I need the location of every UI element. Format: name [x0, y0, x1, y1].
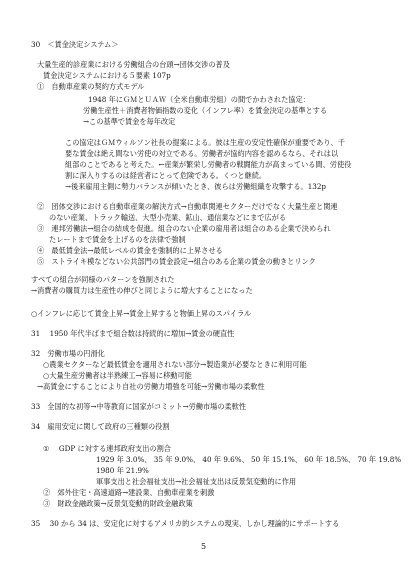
text-line: 1929 年 3.0%、 35 年 9.0%、 40 年 9.6%、 50 年 15.1%、 60 年 18.5%、 70 年 19.8%	[96, 455, 402, 464]
text-line: 割に深入りするのは経営者にとって危険である。くつと継続。	[65, 171, 267, 180]
text-line: 1948 年にＧＭとＵＡＷ（全米自動車労組）の間でかわされた協定：	[88, 95, 310, 104]
text-line: すべての組合が同様のパターンを強制された	[31, 275, 175, 284]
text-line: 1980 年 21.9%	[96, 466, 149, 475]
text-line: →消費者の購買力は生産性の伸びと同じように増大することになった	[31, 286, 253, 295]
section-35-heading: 35 30 から 34 は、安定化に対するアメリカ的システムの現実、しかし理論的にサポートする	[31, 519, 340, 528]
text-line: 組部のことであると考えた。←産業が繁栄し労働者の戦闘能力が高まっている間、労使役	[65, 160, 352, 169]
text-line: 要な賃金は絶え間ない労使の対立である。労働者が協約内容を認めるなら、それは以	[65, 149, 339, 158]
section-33-heading: 33 全国的な初等→中等教育に国家がコミット→労働市場の柔軟性	[31, 402, 247, 411]
section-31-heading: 31 1950 年代半ばまで組合数は持続的に増加→賃金の硬直性	[31, 329, 235, 338]
text-line: たレートまで賃金を上げるのを法律で強制	[49, 235, 186, 244]
list-item-5: ⑤ ストライキ模などない公共部門の賃金設定→組合のある企業の賃金の動きとリンク	[37, 257, 316, 266]
list-item-1: ① GDP に対する連邦政府支出の割合	[43, 444, 171, 453]
list-item-1: ① 自動車産業の契約方式モデル	[37, 82, 145, 91]
text-line: 賃金決定システムにおける５要素 107p	[43, 71, 171, 80]
text-line: 労働生産性＋消費者物価指数の変化（インフレ率）を賃金決定の基準とする	[83, 106, 328, 115]
section-30-heading: 30 ＜賃金決定システム＞	[31, 40, 119, 49]
text-line: ○農業セクターなど最低賃金を適用されない部分→製造業が必要なときに利用可能	[43, 360, 307, 369]
text-line: →後来雇用主側に勢力バランスが傾いたとき、彼らは労働組織を攻撃する。132p	[65, 182, 327, 191]
list-item-3: ③ 連邦労働法→組合の結成を促進。組合のない企業の雇用者は組合のある企業で決められ	[37, 224, 331, 233]
text-line: この協定はＧＭウィルソン社長の提案による。彼は生産の安定性確保が重要であり、千	[65, 138, 345, 147]
list-item-4: ④ 最低賃金法→最低レベルの賃金を強制的に上昇させる	[37, 246, 223, 255]
text-line: のない産業、トラック輸送、大型小売業、鉱山、通信業などにまで広がる	[49, 213, 287, 222]
text-line: 大量生産的診産業における労働組合の台頭→団体交渉の普及	[37, 60, 230, 69]
list-item-2: ② 郊外住宅・高速道路→建設業、自動車産業を刺激	[43, 488, 215, 497]
text-line: ○大量生産労働者は半熟練工→容易に移動可能	[43, 371, 192, 380]
section-34-heading: 34 雇用安定に関して政府の三種類の役割	[31, 422, 170, 431]
text-line: 軍事支出と社会福祉支出→社会福祉支出は反景気変動的に作用	[96, 477, 297, 486]
section-32-heading: 32 労働市場の円滑化	[31, 349, 105, 358]
text-line: ○インフレに応じて賃金上昇→賃金上昇すると物価上昇のスパイラル	[31, 309, 252, 318]
list-item-3: ③ 財政金融政策→反景気変動的財政金融政策	[43, 499, 193, 508]
page-number: 5	[201, 542, 207, 551]
text-line: →高賃金にすることにより自社の労働力増強を可能→労働市場の柔軟性	[37, 382, 265, 391]
list-item-2: ② 団体交渉における自動車産業の解決方式→自動車関連セクターだけでなく大量生産と関連	[37, 202, 338, 211]
text-line: →この基準で賃金を毎年改定	[83, 117, 176, 126]
